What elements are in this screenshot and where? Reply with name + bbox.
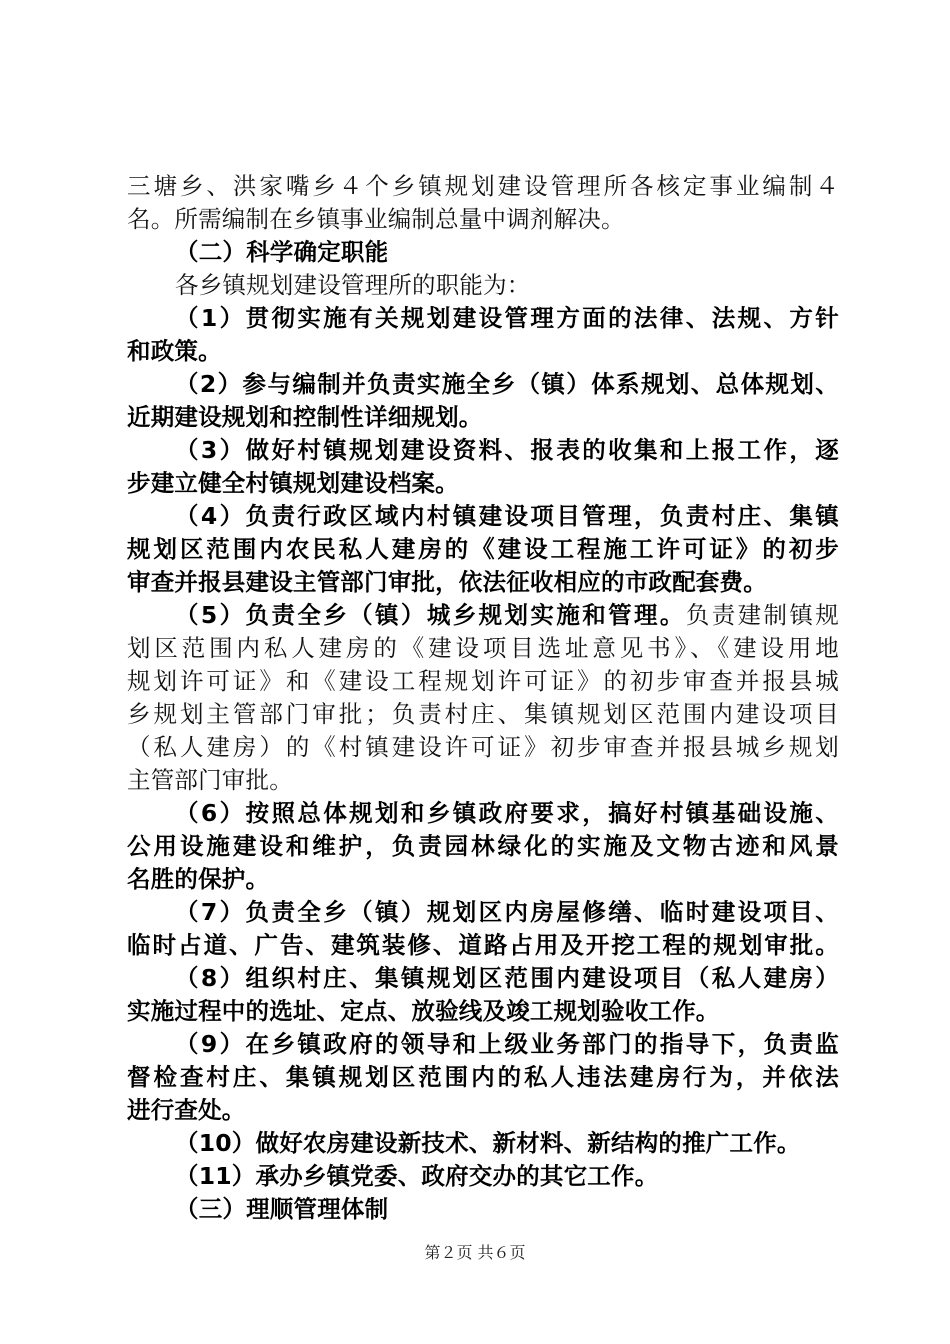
text-line: 和政策。 <box>127 337 222 365</box>
section-heading: （三）理顺管理体制 <box>175 1195 389 1223</box>
text-line: （6）按照总体规划和乡镇政府要求，搞好村镇基础设施、 <box>175 799 839 827</box>
text-line: （2）参与编制并负责实施全乡（镇）体系规划、总体规划、 <box>175 370 839 398</box>
text-line: 临时占道、广告、建筑装修、道路占用及开挖工程的规划审批。 <box>127 931 839 959</box>
text-line: 名胜的保护。 <box>127 865 270 893</box>
text-line: 三塘乡、洪家嘴乡４个乡镇规划建设管理所各核定事业编制４ <box>127 172 839 200</box>
text-line: 各乡镇规划建设管理所的职能为： <box>175 271 531 299</box>
text-line: 步建立健全村镇规划建设档案。 <box>127 469 459 497</box>
text-line: （1）贯彻实施有关规划建设管理方面的法律、法规、方针 <box>175 304 839 332</box>
text-line: 近期建设规划和控制性详细规划。 <box>127 403 483 431</box>
page-number: 第２页 共６页 <box>424 1243 526 1262</box>
text-segment: （5）负责全乡（镇）城乡规划实施和管理。 <box>175 601 686 629</box>
text-line: （9）在乡镇政府的领导和上级业务部门的指导下，负责监 <box>175 1030 839 1058</box>
document-body <box>127 170 839 1226</box>
text-line: 乡规划主管部门审批；负责村庄、集镇规划区范围内建设项目 <box>127 700 839 728</box>
text-line <box>127 599 839 632</box>
text-line: （4）负责行政区域内村镇建设项目管理，负责村庄、集镇 <box>175 502 839 530</box>
text-line: 审查并报县建设主管部门审批，依法征收相应的市政配套费。 <box>127 568 767 596</box>
text-segment: 负责建制镇规 <box>685 601 839 629</box>
text-line: （8）组织村庄、集镇规划区范围内建设项目（私人建房） <box>175 964 839 992</box>
text-line: （3）做好村镇规划建设资料、报表的收集和上报工作，逐 <box>175 436 839 464</box>
text-line: 进行查处。 <box>127 1096 246 1124</box>
text-line: 实施过程中的选址、定点、放验线及竣工规划验收工作。 <box>127 997 720 1025</box>
text-line: 主管部门审批。 <box>127 766 293 794</box>
text-line: 公用设施建设和维护，负责园林绿化的实施及文物古迹和风景 <box>127 832 839 860</box>
text-line: （11）承办乡镇党委、政府交办的其它工作。 <box>175 1162 659 1190</box>
text-line: （10）做好农房建设新技术、新材料、新结构的推广工作。 <box>175 1129 801 1157</box>
text-line: 划区范围内私人建房的《建设项目选址意见书》、《建设用地 <box>127 634 839 662</box>
section-heading: （二）科学确定职能 <box>175 238 389 266</box>
text-line: 规划区范围内农民私人建房的《建设工程施工许可证》的初步 <box>127 535 839 563</box>
text-line: 规划许可证》和《建设工程规划许可证》的初步审查并报县城 <box>127 667 839 695</box>
text-line: 名。所需编制在乡镇事业编制总量中调剂解决。 <box>127 205 625 233</box>
text-line: （7）负责全乡（镇）规划区内房屋修缮、临时建设项目、 <box>175 898 839 926</box>
text-line: 督检查村庄、集镇规划区范围内的私人违法建房行为，并依法 <box>127 1063 839 1091</box>
text-line: （私人建房）的《村镇建设许可证》初步审查并报县城乡规划 <box>127 733 839 761</box>
